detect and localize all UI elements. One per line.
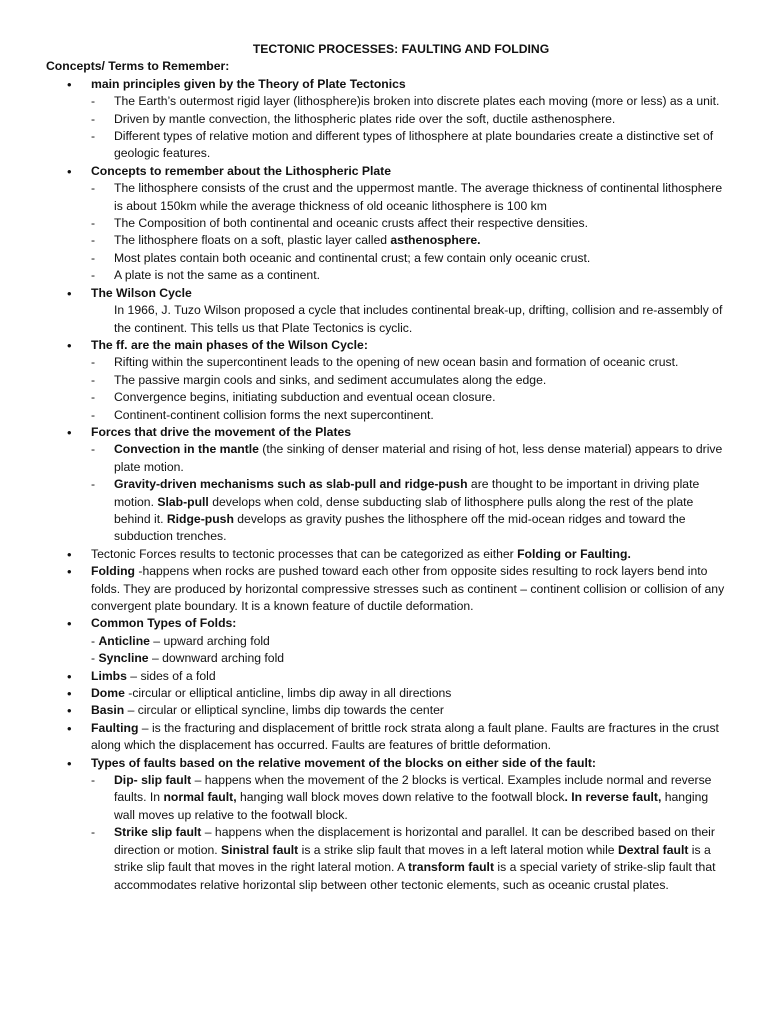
sub-item: - The Earth’s outermost rigid layer (lithosphere)is broken into discrete plates each moving (more or less) as a unit. (91, 93, 728, 110)
concept-list (46, 76, 728, 894)
fold-type-line: - Anticline – upward arching fold (91, 633, 270, 648)
bold-term: Dextral fault (617, 842, 689, 857)
text-run: – circular or elliptical syncline, limbs dip towards the center (124, 703, 444, 718)
sub-item: - Continent-continent collision forms the next supercontinent. (91, 407, 728, 424)
list-item (46, 563, 728, 615)
list-item (46, 76, 728, 163)
sub-item (91, 476, 728, 546)
bullet-heading: The Wilson Cycle (91, 285, 192, 300)
sub-item (91, 772, 728, 824)
text-run: The lithosphere floats on a soft, plastic layer called (114, 233, 391, 248)
bullet-heading: Concepts to remember about the Lithospheric Plate (91, 163, 391, 178)
bold-term: Faulting (91, 720, 139, 735)
bold-term: Strike slip fault (114, 825, 202, 840)
list-item (46, 668, 728, 685)
bold-term: Dome (91, 686, 125, 701)
list-item (46, 685, 728, 702)
sub-item: - The lithosphere consists of the crust and the uppermost mantle. The average thickness of continental lithosphere is about 150km while the average thickness of old oceanic lithosphere is 100 km (91, 180, 728, 215)
bold-term: Dip- slip fault (114, 773, 192, 788)
paragraph: In 1966, J. Tuzo Wilson proposed a cycle that includes continental break-up, drifting, collision and re-assembly of the continent. This tells us that Plate Tectonics is cyclic. (114, 303, 723, 335)
sub-item: - Most plates contain both oceanic and continental crust; a few contain only oceanic crust. (91, 250, 728, 267)
text-run: is a strike slip fault that moves in a left lateral motion while (298, 842, 618, 857)
bullet-heading: main principles given by the Theory of Plate Tectonics (91, 76, 406, 91)
text-run: develops as gravity pushes the lithosphere off the mid-ocean ridges and toward the subduction trenches. (114, 511, 686, 544)
bullet-heading: Common Types of Folds: (91, 616, 237, 631)
bullet-heading: The ff. are the main phases of the Wilson Cycle: (91, 337, 368, 352)
text-run: Tectonic Forces results to tectonic processes that can be categorized as either (91, 546, 518, 561)
text-run: -circular or elliptical anticline, limbs dip away in all directions (124, 686, 452, 701)
page-title: TECTONIC PROCESSES: FAULTING AND FOLDING (252, 42, 550, 56)
bold-term: Slab-pull (157, 494, 209, 509)
bold-term: Ridge-push (166, 511, 234, 526)
list-item (46, 163, 728, 285)
sub-item (91, 232, 728, 249)
bold-term: Anticline (98, 633, 150, 648)
list-item (46, 720, 728, 755)
text-run: – is the fracturing and displacement of brittle rock strata along a fault plane. Faults are fractures in the crust along which the displacement has occurred. Faults are features of brittle deformation. (91, 720, 719, 753)
sub-list (91, 441, 728, 545)
bullet-heading: Forces that drive the movement of the Plates (91, 424, 352, 439)
text-run: hanging wall moves up relative to the footwall block. (114, 790, 709, 822)
text-run: (the sinking of denser material and rising of hot, less dense material) appears to drive plate motion. (114, 442, 723, 474)
sub-item: - Rifting within the supercontinent leads to the opening of new ocean basin and formation of oceanic crust. (91, 354, 728, 371)
sub-item (91, 441, 728, 476)
text-run: develops when cold, dense subducting slab of lithosphere pulls along the rest of the plate behind it. (114, 494, 694, 526)
fold-type-line: - Syncline – downward arching fold (91, 651, 285, 666)
sub-item: - Different types of relative motion and different types of lithosphere at plate boundaries create a distinctive set of geologic features. (91, 128, 728, 163)
text-run: hanging wall block moves down relative to the footwall block (236, 790, 565, 805)
text-run: – happens when the movement of the 2 blocks is vertical. Examples include normal and reverse faults. In (114, 773, 712, 805)
sub-list (91, 354, 728, 424)
sub-item (91, 824, 728, 894)
bold-term: asthenosphere. (390, 233, 481, 248)
bold-term: transform fault (408, 860, 494, 875)
sub-item: - Driven by mantle convection, the lithospheric plates ride over the soft, ductile asthenosphere. (91, 111, 728, 128)
list-item (46, 546, 728, 563)
text-run: – happens when the displacement is horizontal and parallel. It can be described based on their direction or motion. (114, 825, 715, 857)
bullet-heading: Types of faults based on the relative movement of the blocks on either side of the fault: (91, 755, 596, 770)
subheading: Concepts/ Terms to Remember: (46, 59, 230, 74)
bold-term: Gravity-driven mechanisms such as slab-pull and ridge-push (114, 477, 468, 492)
sub-list (91, 180, 728, 284)
sub-list (91, 93, 728, 163)
list-item (46, 337, 728, 424)
list-item (46, 615, 728, 667)
text-run: – sides of a fold (126, 668, 216, 683)
text-run: – upward arching fold (149, 633, 270, 648)
list-item (46, 755, 728, 894)
sub-item: - A plate is not the same as a continent. (91, 267, 728, 284)
bold-term: Folding (91, 564, 135, 579)
bold-term: Basin (91, 703, 125, 718)
text-run: – downward arching fold (148, 651, 285, 666)
bold-term: Convection in the mantle (114, 442, 259, 457)
text-run: are thought to be important in driving plate motion. (114, 477, 700, 509)
bold-term: Sinistral fault (221, 842, 299, 857)
sub-item: - Convergence begins, initiating subduction and eventual ocean closure. (91, 389, 728, 406)
bold-term: Syncline (98, 651, 149, 666)
text-run: -happens when rocks are pushed toward each other from opposite sides resulting to rock layers bend into folds. They are produced by horizontal compressive stresses such as continent – continent collision or collision of any convergent plate boundary. It is a known feature of ductile deformation. (91, 564, 725, 613)
bold-term: . In reverse fault, (564, 790, 662, 805)
text-run: is a strike slip fault that moves in the right lateral motion. A (114, 842, 711, 875)
sub-list (91, 772, 728, 894)
sub-item: - The Composition of both continental and oceanic crusts affect their respective densities. (91, 215, 728, 232)
bold-term: normal fault, (163, 790, 237, 805)
list-item (46, 285, 728, 337)
bold-term: Limbs (91, 668, 127, 683)
text-run: is a special variety of strike-slip fault that accommodates relative horizontal slip between other tectonic elements, such as oceanic crustal plates. (114, 860, 716, 892)
sub-item: - The passive margin cools and sinks, and sediment accumulates along the edge. (91, 372, 728, 389)
bold-term: Folding or Faulting. (517, 546, 631, 561)
list-item (46, 702, 728, 719)
list-item (46, 424, 728, 546)
